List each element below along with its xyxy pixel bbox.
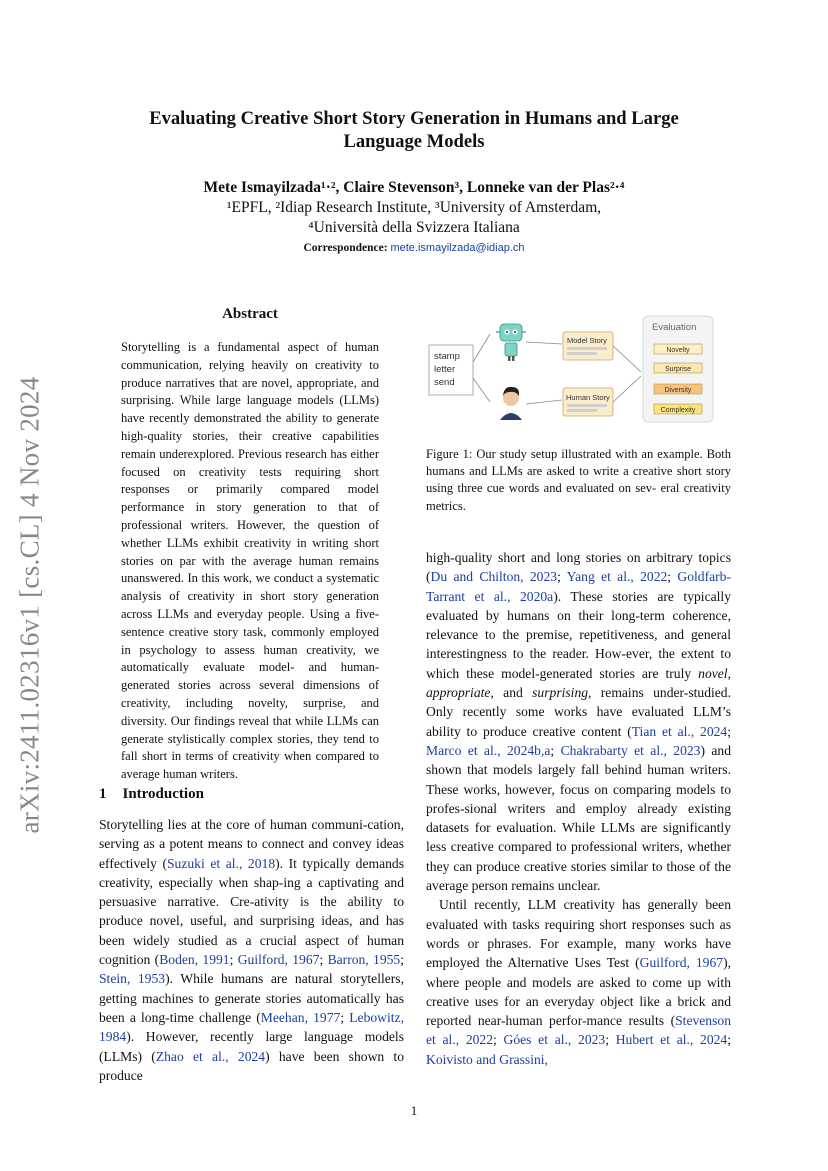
abstract-body bbox=[121, 339, 379, 784]
citation-link[interactable]: Lebowitz, 1984 bbox=[99, 1009, 404, 1045]
body-text: ; bbox=[340, 1009, 350, 1025]
body-text: ). These stories are typically evaluated by humans on their long-term coherence, relevance to the premise, repetitiveness, and general interestingness to the reader. How-ever, the extent to which these model-generated stories are truly bbox=[426, 588, 731, 681]
emphasis-text: appropriate bbox=[426, 685, 491, 701]
abstract-heading: Abstract bbox=[222, 306, 278, 322]
arrow-robot-to-model-story bbox=[526, 342, 562, 344]
body-text: ; bbox=[400, 952, 404, 968]
figure-1-caption bbox=[426, 446, 731, 515]
arrow-cue-to-robot bbox=[473, 334, 490, 362]
robot-icon bbox=[496, 324, 526, 361]
body-text: ; bbox=[667, 569, 678, 585]
intro-paragraph-3 bbox=[426, 895, 731, 1069]
section-number: 1 bbox=[99, 786, 107, 802]
citation-link[interactable]: Marco et al., 2024b,a bbox=[426, 742, 551, 758]
body-text: , bbox=[727, 665, 731, 681]
citation-link[interactable]: Zhao et al., 2024 bbox=[155, 1048, 266, 1064]
body-text: ; bbox=[727, 723, 732, 739]
metric-surprise: Surprise bbox=[664, 366, 692, 373]
citation-link[interactable]: Tian et al., 2024 bbox=[631, 723, 728, 739]
body-text: ; bbox=[319, 952, 328, 968]
human-story-box bbox=[563, 388, 613, 416]
body-text: ) have been shown to produce bbox=[99, 1048, 404, 1083]
citation-link[interactable]: Du and Chilton, 2023 bbox=[430, 569, 558, 585]
citation-link[interactable]: Chakrabarty et al., 2023 bbox=[560, 742, 701, 758]
arrow-human-to-human-story bbox=[526, 400, 562, 404]
author-names: Mete Ismayilzada¹·², Claire Stevenson³, Lonneke van der Plas²·⁴ bbox=[203, 179, 625, 196]
evaluation-panel bbox=[643, 316, 713, 422]
citation-link[interactable]: Stevenson et al., 2022 bbox=[426, 1013, 731, 1048]
intro-column-2 bbox=[426, 548, 731, 1069]
figure-1 bbox=[426, 312, 736, 442]
body-text: ). However, recently large language models (LLMs) ( bbox=[99, 1029, 404, 1064]
citation-link[interactable]: Góes et al., 2023 bbox=[503, 1032, 606, 1048]
affiliations-line-1: ¹EPFL, ²Idiap Research Institute, ³University of Amsterdam, bbox=[226, 199, 602, 216]
affiliations-line-2: ⁴Università della Svizzera Italiana bbox=[308, 219, 520, 236]
body-text: high-quality short and long stories on arbitrary topics ( bbox=[426, 550, 731, 585]
arxiv-stamp: arXiv:2411.02316v1 [cs.CL] 4 Nov 2024 bbox=[14, 376, 45, 834]
citation-link[interactable]: Goldfarb-Tarrant et al., 2020a bbox=[426, 569, 731, 604]
body-text: ; bbox=[493, 1032, 504, 1048]
body-text: ; bbox=[557, 569, 567, 585]
body-text: ; bbox=[727, 1032, 731, 1048]
body-text: ; bbox=[550, 742, 561, 758]
intro-paragraph-1 bbox=[99, 815, 404, 1085]
body-text: Until recently, LLM creativity has generally been evaluated with tasks requiring short responses such as words or phrases. For example, many works have employed the Alternative Uses Test ( bbox=[426, 897, 731, 971]
human-icon bbox=[500, 387, 522, 420]
title-line-2: Language Models bbox=[343, 131, 485, 152]
body-text: ) and shown that models largely fall behind human writers. These works, however, focus on comparing models to profes-sional writers and employ already existing datasets for evaluation. While LLMs are significantly less creative compared to professional writers, whether they can produce creative stories similar to those of the average person remains unclear. bbox=[426, 742, 731, 894]
correspondence-email[interactable]: mete.ismayilzada@idiap.ch bbox=[390, 242, 525, 254]
arrow-model-to-eval bbox=[613, 346, 641, 372]
title-line-1: Evaluating Creative Short Story Generation in Humans and Large bbox=[149, 108, 679, 129]
body-text: , and bbox=[490, 685, 533, 701]
caption-text: Figure 1: Our study setup illustrated with an example. Both humans and LLMs are asked to write a creative short story using three cue words and evaluated on sev- eral creativity metrics. bbox=[426, 447, 731, 513]
section-heading bbox=[99, 786, 204, 803]
evaluation-label: Evaluation bbox=[652, 322, 697, 333]
correspondence-label: Correspondence: bbox=[303, 242, 388, 254]
model-story-label: Model Story bbox=[567, 336, 608, 345]
human-story-label: Human Story bbox=[566, 393, 610, 402]
citation-link[interactable]: Meehan, 1977 bbox=[260, 1009, 341, 1025]
citation-link[interactable]: Guilford, 1967 bbox=[237, 952, 320, 968]
arrow-cue-to-human bbox=[473, 378, 490, 402]
citation-link[interactable]: Boden, 1991 bbox=[159, 952, 230, 968]
body-text: ). While humans are natural storytellers, getting machines to generate stories automatically has been a long-time challenge ( bbox=[99, 971, 404, 1025]
abstract-text: Storytelling is a fundamental aspect of human communication, relying heavily on creativity to produce narratives that are novel, appropriate, and surprising. While large language models (LLMs) have recently demonstrated the ability to generate high-quality stories, their creative capabilities remain underexplored. Previous research has either focused on creativity tests requiring short responses or primarily compared model performance in story generation to that of professional writers. However, the question of whether LLMs exhibit creativity in writing short stories on par with the average human remains unanswered. In this work, we conduct a systematic analysis of creativity in short story generation across LLMs and everyday people. Using a five-sentence creative story task, commonly employed in psychology to assess human creativity, we automatically evaluate model- and human-generated stories across several dimensions of creativity, including novelty, surprise, and diversity. Our findings reveal that while LLMs can generate stylistically complex stories, they tend to fall short in terms of creativity when compared to average human writers. bbox=[121, 340, 379, 782]
intro-column-1 bbox=[99, 815, 404, 1085]
citation-link[interactable]: Barron, 1955 bbox=[327, 952, 401, 968]
body-text: ; bbox=[605, 1032, 616, 1048]
model-story-box bbox=[563, 332, 613, 360]
body-text: ), where people and models are asked to come up with creative uses for an everyday object like a brick and reported near-human perfor-mance results ( bbox=[426, 955, 731, 1029]
emphasis-text: novel bbox=[698, 665, 728, 681]
citation-link[interactable]: Guilford, 1967 bbox=[639, 955, 724, 971]
body-text: ). It typically demands creativity, especially when shap-ing a captivating and persuasive narrative. Cre-ativity is the ability to produce novel, useful, and surprising ideas, and has been widely studied as a crucial aspect of human cognition ( bbox=[99, 855, 405, 968]
body-text: , remains under-studied. Only recently some works have evaluated LLM’s ability to produce creative content ( bbox=[426, 685, 731, 739]
author-block bbox=[100, 178, 728, 238]
citation-link[interactable]: Suzuki et al., 2018 bbox=[166, 855, 276, 871]
body-text: Storytelling lies at the core of human communi-cation, serving as a potent means to connect and convey ideas effectively ( bbox=[99, 817, 404, 871]
section-title: Introduction bbox=[122, 786, 204, 802]
arrow-human-to-eval bbox=[613, 376, 641, 402]
metric-complexity: Complexity bbox=[660, 407, 696, 414]
metric-novelty: Novelty bbox=[666, 347, 690, 354]
cue-word-3: send bbox=[434, 377, 455, 388]
cue-word-1: stamp bbox=[434, 351, 460, 362]
intro-paragraph-2 bbox=[426, 548, 731, 895]
paper-title bbox=[100, 107, 728, 153]
citation-link[interactable]: Stein, 1953 bbox=[99, 971, 166, 987]
citation-link[interactable]: Koivisto and Grassini, bbox=[426, 1051, 548, 1067]
metric-diversity: Diversity bbox=[664, 387, 692, 394]
emphasis-text: surprising bbox=[532, 685, 589, 701]
citation-link[interactable]: Yang et al., 2022 bbox=[566, 569, 668, 585]
body-text: ; bbox=[229, 952, 238, 968]
cue-word-2: letter bbox=[434, 364, 456, 375]
page-number: 1 bbox=[410, 1103, 418, 1118]
correspondence bbox=[100, 242, 728, 254]
citation-link[interactable]: Hubert et al., 2024 bbox=[615, 1032, 728, 1048]
